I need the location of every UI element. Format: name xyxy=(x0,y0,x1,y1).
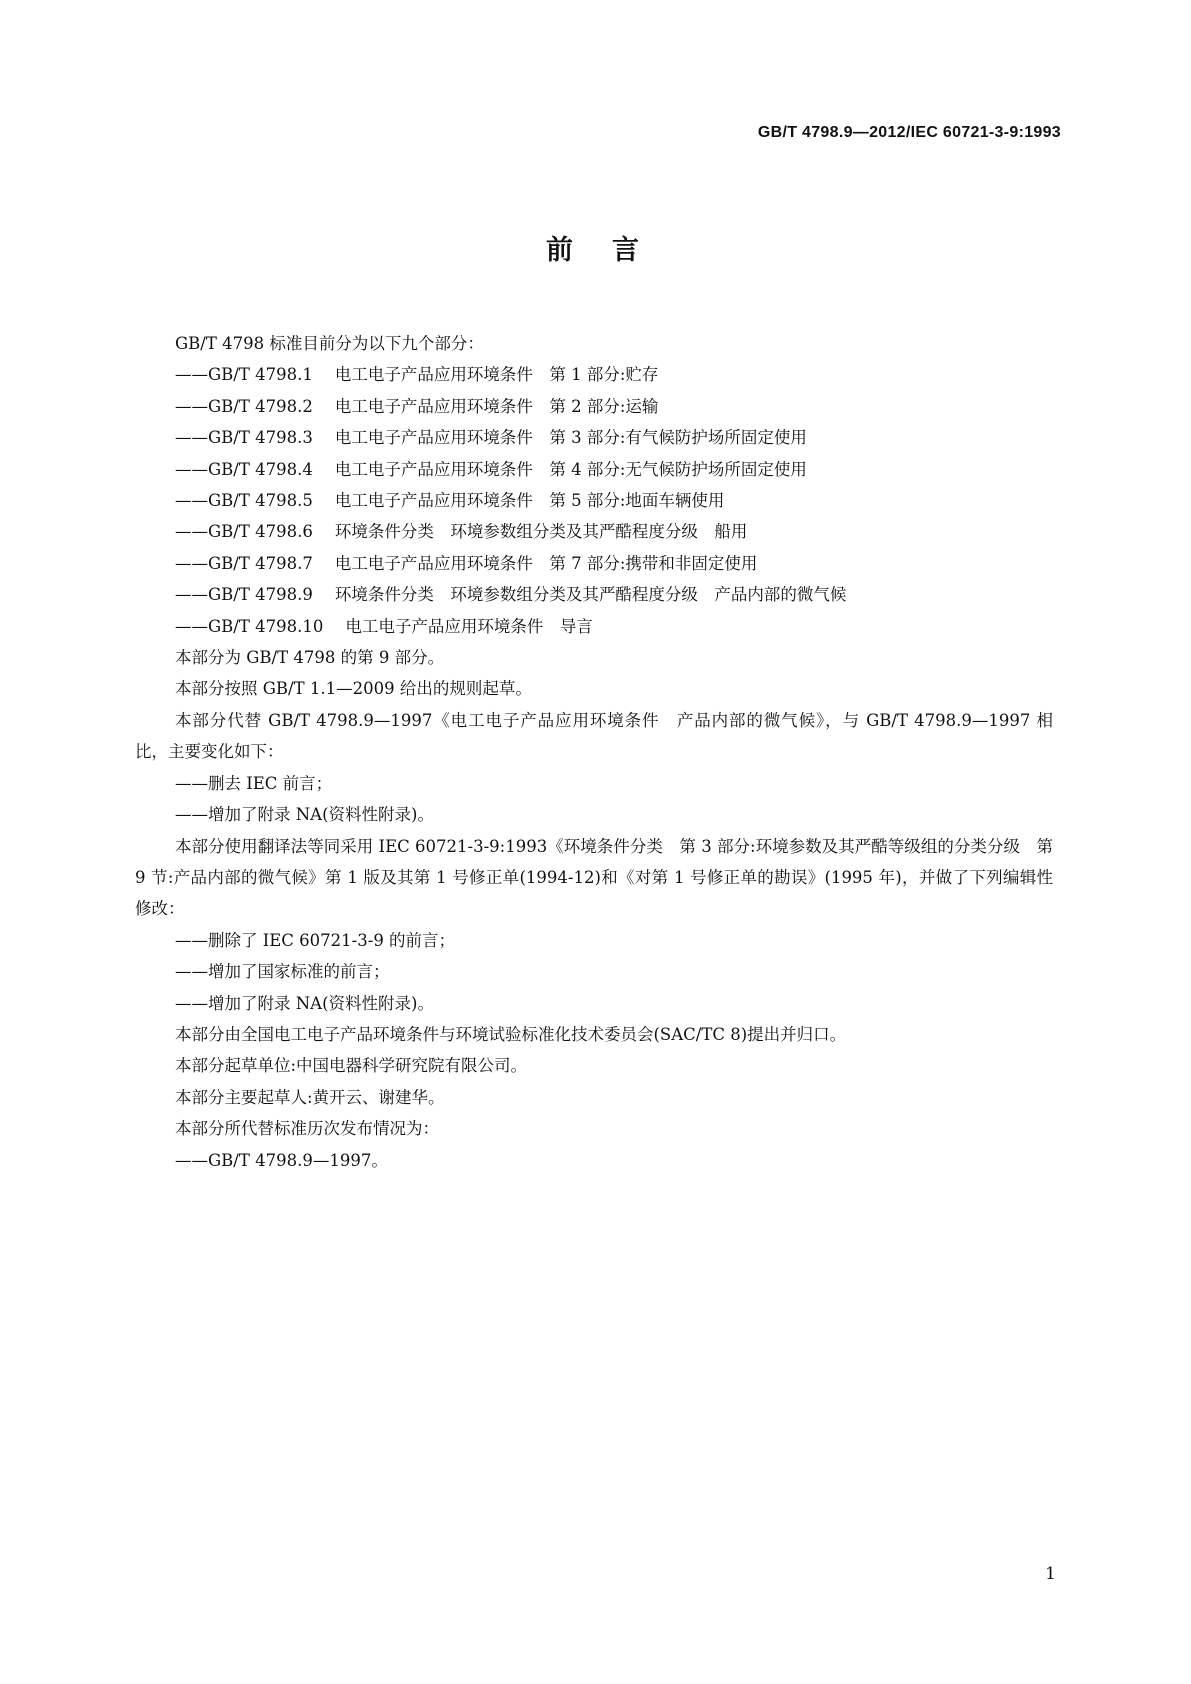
part-title: 环境条件分类 环境参数组分类及其严酷程度分级 船用 xyxy=(334,522,748,542)
part-list-item xyxy=(135,359,1053,390)
change-list-item: ——增加了附录 NA(资料性附录)。 xyxy=(175,805,434,825)
edit-list-item: ——增加了附录 NA(资料性附录)。 xyxy=(175,993,434,1013)
part-list-item xyxy=(135,579,1053,610)
part-list-item xyxy=(135,422,1053,453)
adoption-paragraph: 本部分使用翻译法等同采用 IEC 60721-3-9:1993《环境条件分类 第 3 部分:环境参数及其严酷等级组的分类分级 第 9 节:产品内部的微气候》第 1 版及其第 1 号修正单(1994-12)和《对第 1 号修正单的勘误》(1995 年)，并做了下列编辑性修改： xyxy=(135,836,1053,919)
part-list-item xyxy=(135,485,1053,516)
part-title: 电工电子产品应用环境条件 第 3 部分:有气候防护场所固定使用 xyxy=(334,428,807,448)
drafters-paragraph: 本部分主要起草人:黄开云、谢建华。 xyxy=(175,1087,445,1107)
intro-paragraph: GB/T 4798 标准目前分为以下九个部分： xyxy=(175,334,484,353)
history-intro-paragraph: 本部分所代替标准历次发布情况为： xyxy=(175,1119,439,1139)
part-title: 电工电子产品应用环境条件 第 7 部分:携带和非固定使用 xyxy=(334,553,758,573)
drafting-unit-paragraph: 本部分起草单位:中国电器科学研究院有限公司。 xyxy=(175,1056,528,1076)
part-list-item xyxy=(135,391,1053,422)
part-code: ——GB/T 4798.5 xyxy=(175,491,313,511)
part-code: ——GB/T 4798.9 xyxy=(175,585,313,605)
part-title: 电工电子产品应用环境条件 第 2 部分:运输 xyxy=(334,396,659,416)
part-title: 电工电子产品应用环境条件 第 5 部分:地面车辆使用 xyxy=(334,491,725,511)
part-title: 电工电子产品应用环境条件 第 4 部分:无气候防护场所固定使用 xyxy=(334,459,807,479)
proposed-by-paragraph: 本部分由全国电工电子产品环境条件与环境试验标准化技术委员会(SAC/TC 8)提出并归口。 xyxy=(175,1024,847,1044)
standard-code-header: GB/T 4798.9—2012/IEC 60721-3-9:1993 xyxy=(757,124,1061,141)
edit-list-item: ——删除了 IEC 60721-3-9 的前言； xyxy=(175,930,456,950)
document-body xyxy=(135,328,1053,1176)
part-list-item xyxy=(135,516,1053,547)
part-title: 电工电子产品应用环境条件 导言 xyxy=(345,616,593,636)
history-list-item: ——GB/T 4798.9—1997。 xyxy=(175,1150,388,1170)
replaces-paragraph: 本部分代替 GB/T 4798.9—1997《电工电子产品应用环境条件 产品内部的微气候》，与 GB/T 4798.9—1997 相比，主要变化如下： xyxy=(135,710,1053,762)
part-list-item xyxy=(135,454,1053,485)
part-code: ——GB/T 4798.4 xyxy=(175,459,313,479)
edit-list-item: ——增加了国家标准的前言； xyxy=(175,962,390,982)
part-code: ——GB/T 4798.6 xyxy=(175,522,313,542)
part-of-paragraph: 本部分为 GB/T 4798 的第 9 部分。 xyxy=(175,648,445,668)
part-title: 环境条件分类 环境参数组分类及其严酷程度分级 产品内部的微气候 xyxy=(334,585,847,605)
page-number: 1 xyxy=(1045,1564,1056,1584)
part-code: ——GB/T 4798.3 xyxy=(175,428,313,448)
page-title: 前 言 xyxy=(546,235,645,266)
part-list-item xyxy=(135,548,1053,579)
change-list-item: ——删去 IEC 前言； xyxy=(175,773,333,793)
part-code: ——GB/T 4798.2 xyxy=(175,396,313,416)
part-title: 电工电子产品应用环境条件 第 1 部分:贮存 xyxy=(334,365,659,385)
part-code: ——GB/T 4798.1 xyxy=(175,365,313,385)
part-list-item xyxy=(135,611,1053,642)
drafted-per-paragraph: 本部分按照 GB/T 1.1—2009 给出的规则起草。 xyxy=(175,679,532,699)
part-code: ——GB/T 4798.7 xyxy=(175,553,313,573)
part-code: ——GB/T 4798.10 xyxy=(175,616,324,636)
